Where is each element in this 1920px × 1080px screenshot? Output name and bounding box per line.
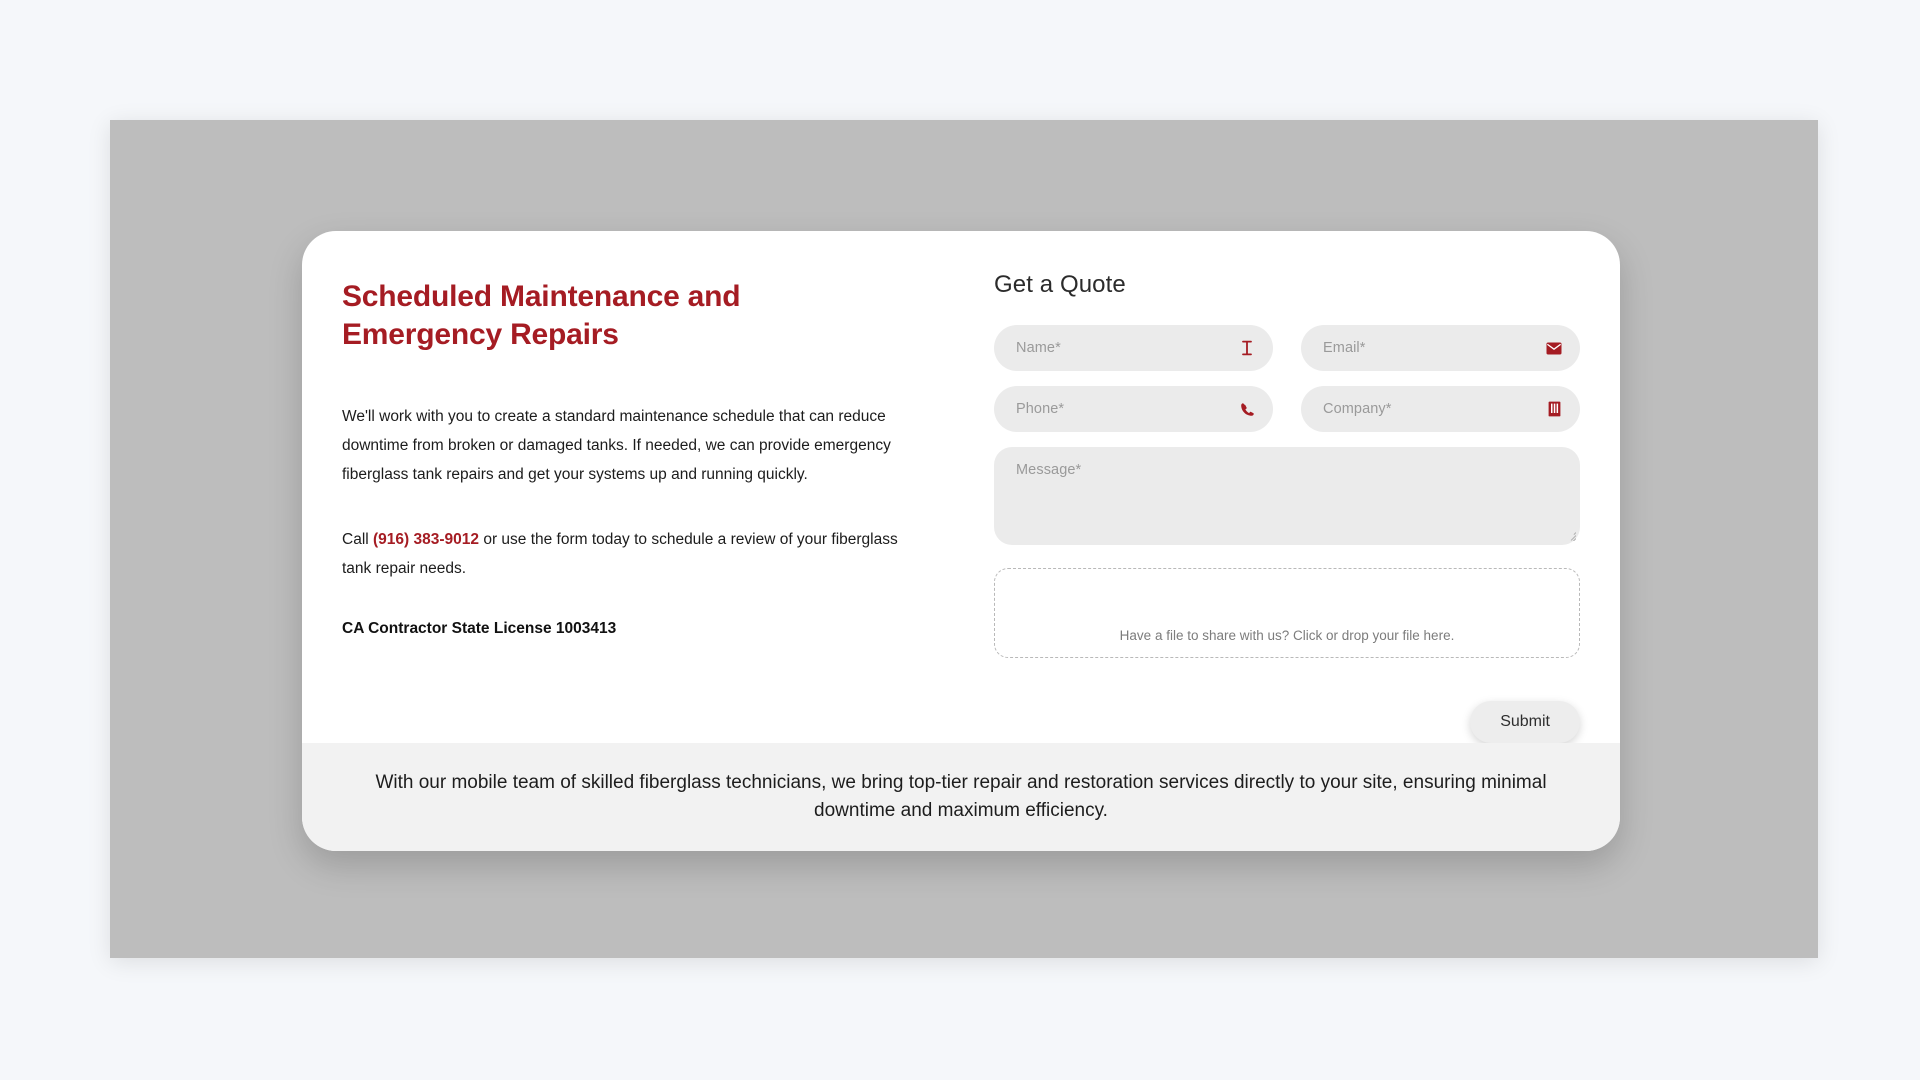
page-title: Scheduled Maintenance and Emergency Repairs	[342, 280, 741, 352]
call-to-action-paragraph	[342, 525, 902, 583]
company-field-placeholder: Company*	[1323, 401, 1392, 417]
quote-form	[942, 231, 1620, 680]
message-field[interactable]	[994, 447, 1580, 545]
field-row-1	[994, 325, 1580, 371]
phone-icon	[1239, 401, 1255, 417]
building-icon	[1546, 401, 1562, 417]
message-field-placeholder: Message*	[1016, 462, 1082, 478]
name-field[interactable]	[994, 325, 1273, 371]
phone-number-link[interactable]: (916) 383-9012	[373, 531, 480, 549]
email-field[interactable]	[1301, 325, 1580, 371]
form-title: Get a Quote	[994, 271, 1126, 298]
field-row-2	[994, 386, 1580, 432]
phone-field[interactable]	[994, 386, 1273, 432]
name-field-placeholder: Name*	[1016, 340, 1061, 356]
company-field[interactable]	[1301, 386, 1580, 432]
phone-field-placeholder: Phone*	[1016, 401, 1065, 417]
text-cursor-icon	[1239, 340, 1255, 356]
contact-card	[302, 231, 1620, 851]
footer-banner	[302, 743, 1620, 851]
email-field-placeholder: Email*	[1323, 340, 1366, 356]
file-dropzone-label: Have a file to share with us? Click or drop your file here.	[1119, 628, 1455, 643]
submit-button[interactable]: Submit	[1470, 701, 1580, 743]
card-body	[302, 231, 1620, 680]
license-text: CA Contractor State License 1003413	[342, 620, 617, 638]
footer-text: With our mobile team of skilled fiberglass technicians, we bring top-tier repair and restoration services directly to your site, ensuring minimal downtime and maximum efficiency.	[375, 771, 1547, 821]
info-column	[302, 231, 942, 680]
envelope-icon	[1546, 340, 1562, 356]
body-paragraph: We'll work with you to create a standard maintenance schedule that can reduce downtime from broken or damaged tanks. If needed, we can provide emergency fiberglass tank repairs and get your systems up and running quickly.	[342, 407, 891, 484]
cta-text-before: Call	[342, 531, 374, 549]
cta-text-after: or use the form today to schedule a review of your fiberglass tank repair needs.	[342, 531, 898, 578]
submit-row	[302, 680, 1620, 743]
resize-handle-icon[interactable]	[1564, 529, 1576, 541]
file-dropzone[interactable]	[994, 568, 1580, 658]
